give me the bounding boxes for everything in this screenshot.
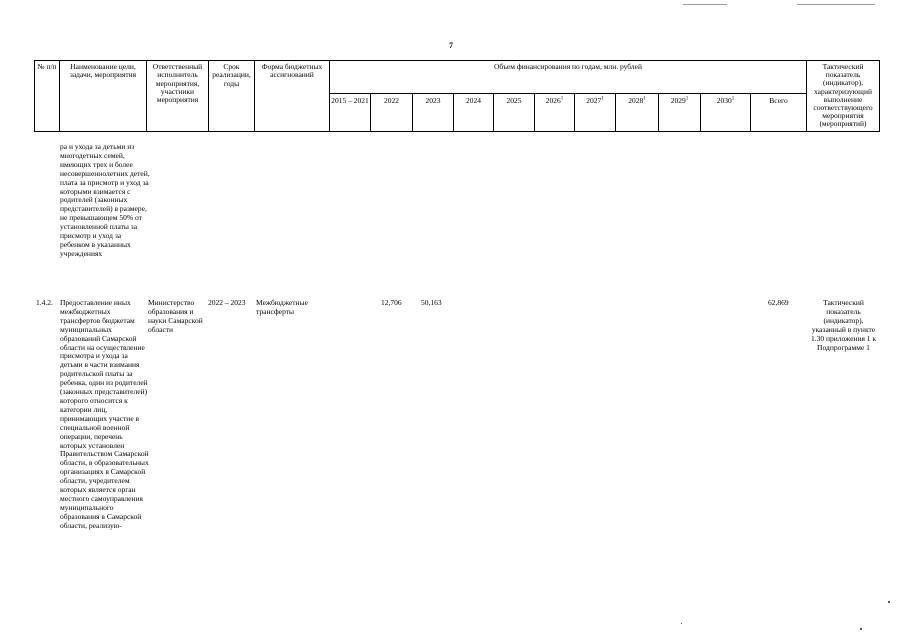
header-year-2028: [615, 93, 659, 132]
header-year-2023: [412, 93, 454, 132]
year-label: 2028: [628, 96, 644, 105]
row-value-2022: 12,706: [381, 298, 402, 307]
scan-mark-left: [683, 4, 727, 5]
header-col-funding-label: Объем финансирования по годам, млн. рублей: [493, 62, 643, 71]
year-label: 2022: [384, 96, 399, 105]
header-col-name-label: Наименование цели, задачи, мероприятия: [69, 62, 137, 80]
header-col-term-label: Срок реализации, годы: [212, 62, 251, 88]
header-year-2025: [493, 93, 535, 132]
row-name: Предоставление иных межбюджетных трансфертов бюджетам муниципальных образований Самарской области на осуществление присмотра и ухода за детьми в части взимания родительской платы за ребенка, один из родителей (законных представителей) которого относится к категории лиц, принимающих участие в специальной военной операции, перечень которых установлен Правительством Самарской области, в образовательных организациях в Самарской области, учредителем которых является орган местного самоуправления муниципального образования в Самарской области, реализую-: [60, 298, 149, 530]
row-value-2023: 50,163: [421, 298, 442, 307]
year-label: 2015 – 2021: [331, 96, 369, 105]
header-col-funding: [329, 60, 807, 94]
header-col-indicator: [806, 60, 880, 132]
footnote-mark: 1: [601, 96, 604, 102]
header-col-indicator-label: Тактический показатель (индикатор), характеризующий выполнение соответствующего мероприятия (мероприятий): [813, 62, 873, 129]
header-col-name: [59, 60, 147, 132]
continuation-text: ра и ухода за детьми из многодетных семей, имеющих трех и более несовершеннолетних детей, плата за присмотр и уход за которыми взимается с родителей (законных представителей) в размере, не превышающем 50% от установленной платы за присмотр и уход за ребенком в указанных учреждениях: [60, 142, 150, 258]
year-label: 2026: [545, 96, 561, 105]
total-label: Всего: [769, 96, 788, 105]
header-col-form-label: Форма бюджетных ассигнований: [261, 62, 323, 80]
footnote-mark: 1: [685, 96, 689, 102]
header-total: [750, 93, 807, 132]
header-year-2015-2021: [329, 93, 371, 132]
header-year-2022: [370, 93, 413, 132]
year-label: 2027: [586, 96, 602, 105]
header-year-2026: [534, 93, 575, 132]
row-total: 62,869: [768, 298, 789, 307]
row-term: 2022 – 2023: [208, 298, 246, 307]
header-year-2030: [700, 93, 751, 132]
page-number: 7: [449, 41, 453, 50]
row-executor: Министерство образования и науки Самарской области: [148, 298, 203, 334]
header-col-executor: [146, 60, 209, 132]
footnote-mark: 1: [643, 96, 646, 102]
header-col-num-label: № п/п: [37, 62, 57, 71]
year-label: 2023: [425, 96, 441, 105]
header-year-2024: [453, 93, 494, 132]
scan-mark-right: [797, 4, 875, 5]
header-col-term: [208, 60, 255, 132]
year-label: 2025: [506, 96, 522, 105]
scan-speck: [860, 628, 862, 630]
header-year-2027: [574, 93, 616, 132]
footnote-mark: 1: [560, 96, 564, 102]
header-col-num: [34, 60, 60, 132]
header-col-executor-label: Ответственный исполнитель мероприятия, участники мероприятия: [152, 62, 203, 105]
year-label: 2029: [670, 96, 686, 105]
header-col-form: [254, 60, 330, 132]
footnote-mark: 1: [731, 96, 735, 102]
year-label: 2030: [716, 96, 732, 105]
header-year-2029: [658, 93, 701, 132]
row-form: Межбюджетные трансферты: [256, 298, 308, 316]
row-indicator: Тактический показатель (индикатор), указанный в пункте 1.30 приложения 1 к Подпрограмме 1: [810, 298, 877, 352]
scan-speck: [681, 623, 682, 624]
scan-speck: [888, 601, 890, 603]
row-code: 1.4.2.: [36, 298, 53, 307]
year-label: 2024: [466, 96, 481, 105]
